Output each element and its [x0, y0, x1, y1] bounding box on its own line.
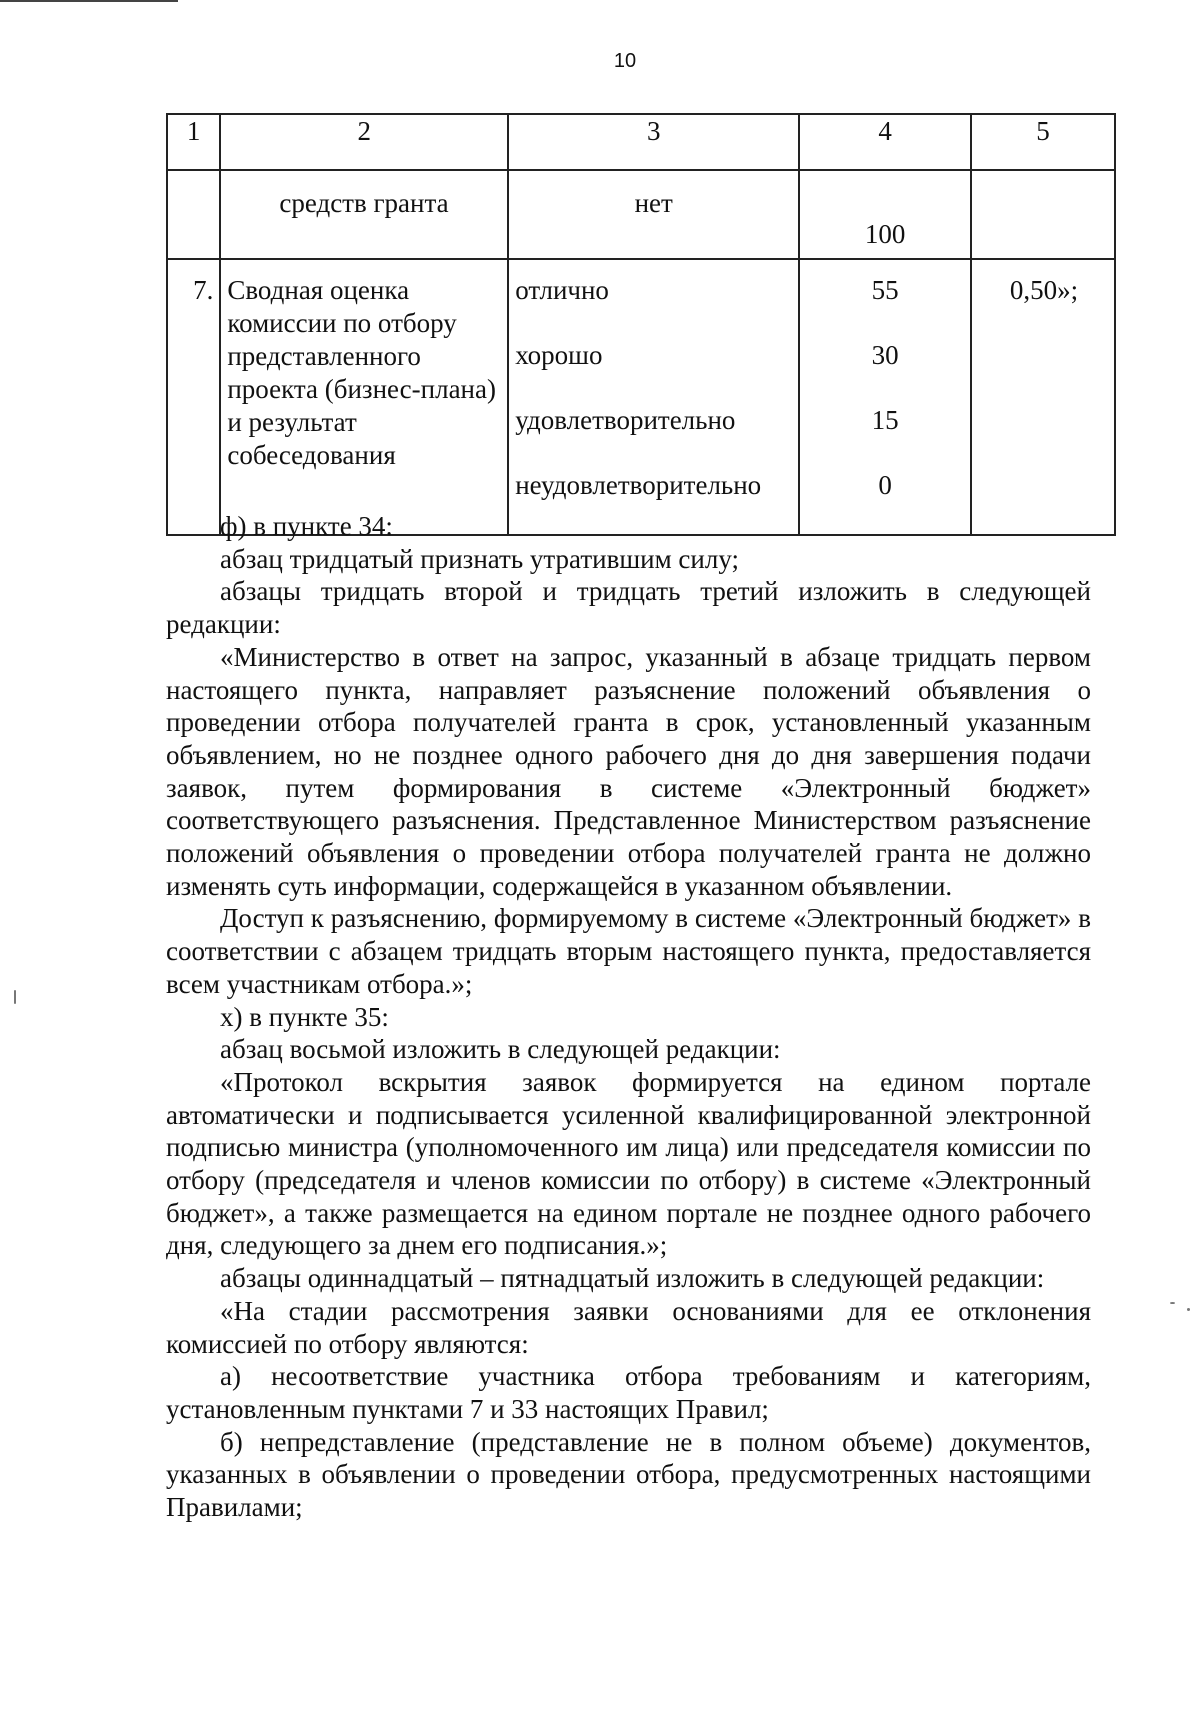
row-7-number-cell	[167, 259, 220, 535]
row-7-number: 7.	[193, 275, 214, 305]
grade-label: удовлетворительно	[515, 405, 736, 435]
row-7-scores-cell	[799, 259, 971, 535]
scan-edge-line	[0, 0, 178, 2]
paragraph: абзацы одиннадцатый – пятнадцатый изложить в следующей редакции:	[220, 1263, 1045, 1294]
grade-label: хорошо	[515, 340, 603, 370]
page-number: 10	[613, 50, 637, 72]
table-header-row	[167, 114, 1115, 170]
paragraph: абзац тридцатый признать утратившим силу;	[220, 543, 739, 574]
paragraph: ф) в пункте 34:	[220, 511, 393, 541]
scan-speck	[14, 990, 16, 1004]
grant-score-text: 100	[864, 219, 906, 249]
grant-number-cell	[167, 170, 220, 259]
paragraph: б) непредставление (представление не в полном объеме) документов, указанных в объявлении о проведении отбора, предусмотренных настоящими Правилами;	[166, 1426, 1091, 1523]
grant-criterion-text: средств гранта	[279, 188, 449, 218]
row-7-criterion: Сводная оценка комиссии по отбору представленного проекта (бизнес-плана) и результат собеседования	[227, 275, 496, 470]
row-7-weight-cell	[971, 259, 1115, 535]
paragraph: абзац восьмой изложить в следующей редакции:	[220, 1034, 781, 1065]
body-text	[166, 510, 1091, 1524]
grant-weight-cell	[971, 170, 1115, 259]
scan-speck	[1187, 1308, 1190, 1311]
grade-score: 0	[878, 470, 892, 500]
grade-score: 15	[871, 405, 899, 435]
grade-score: 30	[871, 340, 899, 370]
paragraph: х) в пункте 35:	[220, 1001, 389, 1032]
paragraph: абзацы тридцать второй и тридцать третий изложить в следующей редакции:	[166, 576, 1091, 640]
header-cell-3: 3	[508, 114, 799, 170]
header-cell-4: 4	[799, 114, 971, 170]
paragraph: Доступ к разъяснению, формируемому в системе «Электронный бюджет» в соответствии с абзацем тридцать вторым настоящего пункта, предоставляется всем участникам отбора.»;	[166, 903, 1091, 999]
grant-answer-text: нет	[634, 188, 673, 218]
grant-criterion-cell	[220, 170, 508, 259]
paragraph: «Протокол вскрытия заявок формируется на едином портале автоматически и подписывается усиленной квалифицированной электронной подписью министра (уполномоченного им лица) или председателя комиссии по отбору (председателя и членов комиссии по отбору) в системе «Электронный бюджет», а также размещается на едином портале не позднее одного рабочего дня, следующего за днем его подписания.»;	[166, 1066, 1091, 1261]
grade-score: 55	[871, 275, 899, 305]
paragraph: «На стадии рассмотрения заявки основаниями для ее отклонения комиссией по отбору являются:	[166, 1295, 1091, 1359]
header-cell-2: 2	[220, 114, 508, 170]
row-7-grades-cell	[508, 259, 799, 535]
table-row-7	[167, 259, 1115, 535]
header-cell-5: 5	[971, 114, 1115, 170]
grade-label: неудовлетворительно	[515, 470, 762, 500]
grant-answer-cell	[508, 170, 799, 259]
grant-score-cell	[799, 170, 971, 259]
criteria-table	[166, 113, 1116, 536]
table-row-grant	[167, 170, 1115, 259]
paragraph: «Министерство в ответ на запрос, указанный в абзаце тридцать первом настоящего пункта, направляет разъяснение положений объявления о проведении отбора получателей гранта в срок, установленный указанным объявлением, но не позднее одного рабочего дня до дня завершения подачи заявок, путем формирования в системе «Электронный бюджет» соответствующего разъяснения. Представленное Министерством разъяснение положений объявления о проведении отбора получателей гранта не должно изменять суть информации, содержащейся в указанном объявлении.	[166, 641, 1091, 901]
paragraph: а) несоответствие участника отбора требованиям и категориям, установленным пунктами 7 и 33 настоящих Правил;	[166, 1361, 1091, 1424]
row-7-criterion-cell	[220, 259, 508, 535]
header-cell-1: 1	[167, 114, 220, 170]
grade-label: отлично	[515, 275, 609, 305]
scan-speck	[1170, 1302, 1175, 1304]
row-7-weight: 0,50»;	[1009, 275, 1079, 305]
